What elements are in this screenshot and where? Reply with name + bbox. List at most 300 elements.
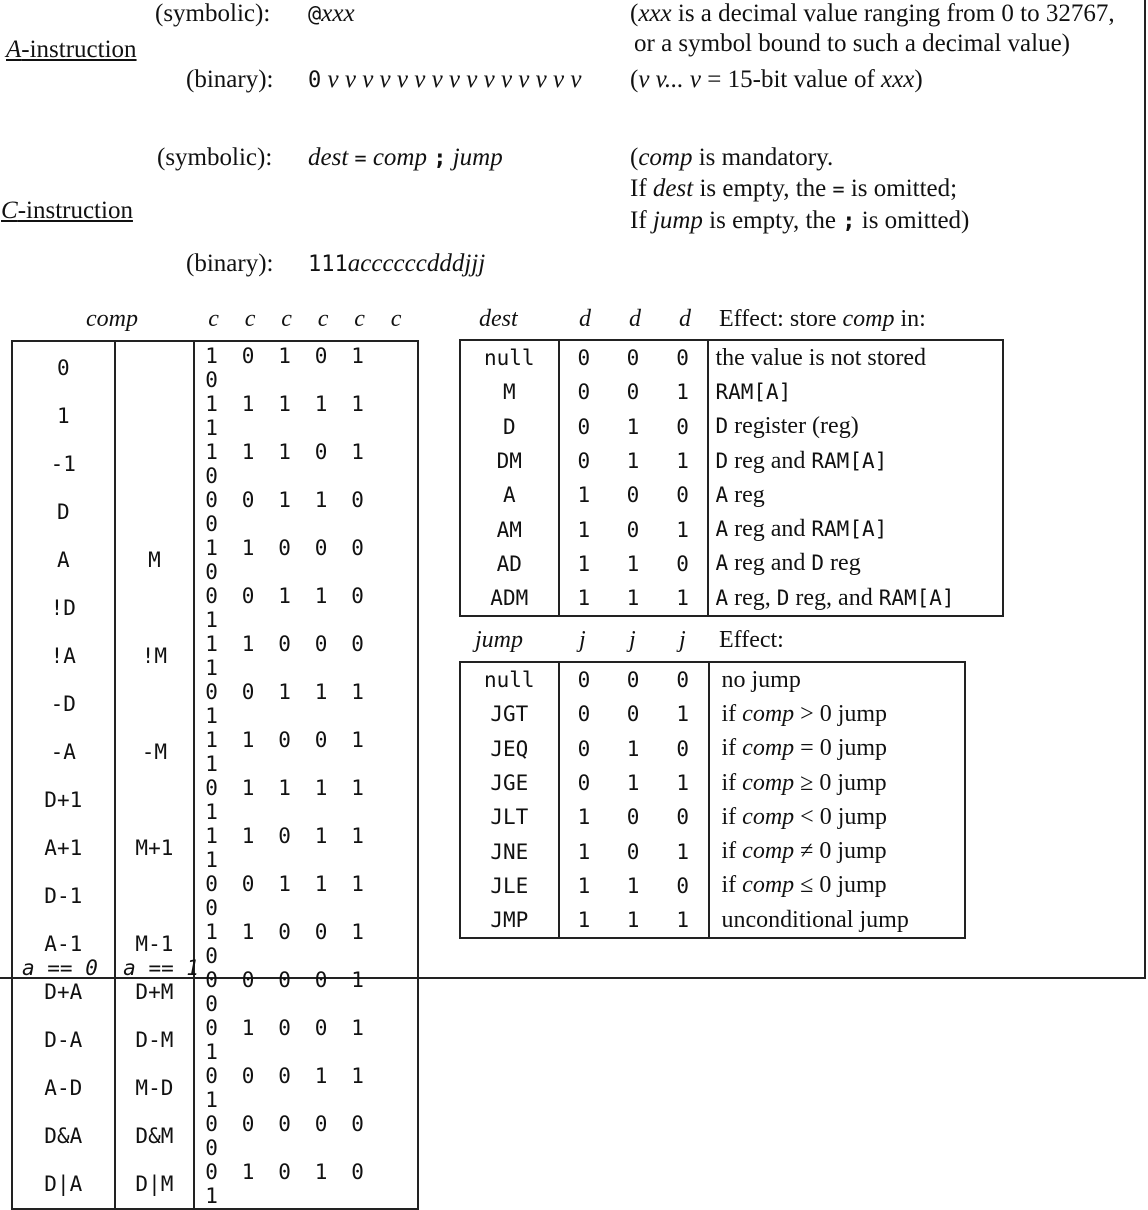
c-note-1: (comp is mandatory. xyxy=(630,144,834,171)
comp-bit: 1 xyxy=(205,536,218,560)
comp-bit: 1 xyxy=(205,344,218,368)
comp-bit: 0 xyxy=(314,536,328,560)
comp-row xyxy=(12,872,418,920)
jump-bit-cell: 0 xyxy=(658,662,709,697)
dest-row xyxy=(460,547,1003,581)
jump-effect-var: comp xyxy=(742,769,795,796)
comp-bit: 1 xyxy=(314,1160,328,1184)
comp-bit: 1 xyxy=(278,344,291,368)
comp-bits-cell xyxy=(194,440,418,488)
dest-bit-cell: 1 xyxy=(658,512,709,546)
dest-row xyxy=(460,478,1003,512)
jump-row xyxy=(460,800,965,834)
comp-bits-cell xyxy=(194,632,418,680)
dest-bit-cell: 1 xyxy=(626,449,640,474)
dest-effect-cell xyxy=(708,340,1003,375)
comp-bit: 1 xyxy=(205,824,218,848)
jump-effect-cell xyxy=(709,697,966,731)
comp-bit: 0 xyxy=(314,728,328,752)
comp-bit: 1 xyxy=(314,824,328,848)
comp-bit: 0 xyxy=(351,488,364,512)
comp-a1-cell: !M xyxy=(115,632,195,680)
dest-row xyxy=(460,581,1003,616)
comp-bits-cell xyxy=(194,824,418,872)
comp-bit: 0 xyxy=(278,728,291,752)
comp-a0-cell: A-D xyxy=(12,1064,115,1112)
comp-bit: 0 xyxy=(351,632,364,656)
jump-bit-cell: 0 xyxy=(626,805,640,830)
comp-bit: 1 xyxy=(314,776,328,800)
jump-effect-cond: ≠ 0 jump xyxy=(794,838,887,865)
jump-effect-var: comp xyxy=(742,872,795,899)
dest-effect-cell xyxy=(708,375,1003,409)
jump-effect-var: comp xyxy=(742,803,795,830)
comp-a1-cell: D+M xyxy=(115,968,195,1016)
comp-bit: 1 xyxy=(241,536,255,560)
dest-effect-code: RAM[A] xyxy=(878,585,955,610)
dest-effect-text: reg and xyxy=(728,516,812,543)
jump-row xyxy=(460,662,965,697)
comp-bit: 0 xyxy=(278,1112,291,1136)
comp-bit: 0 xyxy=(314,920,328,944)
comp-a0-cell: 0 xyxy=(12,341,115,392)
dest-bit-cell: 0 xyxy=(577,449,591,474)
comp-a1-cell xyxy=(115,680,195,728)
comp-bits-cell xyxy=(194,968,418,1016)
comp-bit: 1 xyxy=(205,1088,218,1112)
comp-bit: 1 xyxy=(351,776,364,800)
jump-effect-text: if xyxy=(721,838,743,865)
comp-bit: 1 xyxy=(314,584,328,608)
comp-bit-header: c xyxy=(244,306,256,332)
jump-effect-text: if xyxy=(721,700,743,727)
dest-effect-code: D xyxy=(715,448,729,473)
comp-bit: 1 xyxy=(241,440,255,464)
comp-bit: 0 xyxy=(205,368,218,392)
comp-a0-cell: 1 xyxy=(12,392,115,440)
dest-bit-cell: 1 xyxy=(577,586,591,611)
a-symbolic-note-2: or a symbol bound to such a decimal value) xyxy=(634,30,1070,57)
jump-bit-cell: 0 xyxy=(658,800,709,834)
comp-a0-cell: A xyxy=(12,536,115,584)
comp-bit: 1 xyxy=(205,728,218,752)
dest-bit-cell: 1 xyxy=(658,581,709,616)
comp-bit: 1 xyxy=(278,680,291,704)
comp-bit: 1 xyxy=(314,1064,328,1088)
comp-bit: 1 xyxy=(351,824,364,848)
comp-bits-cell xyxy=(194,584,418,632)
comp-a0-cell: !A xyxy=(12,632,115,680)
dest-bit-cell: 0 xyxy=(577,346,591,371)
dest-bit-cell: 1 xyxy=(626,414,640,439)
dest-effect-text: reg, xyxy=(728,584,777,611)
comp-bit: 0 xyxy=(314,344,328,368)
dest-effect-code: D xyxy=(776,585,790,610)
a-binary-form: 0 v v v v v v v v v v v v v v v xyxy=(308,66,582,93)
a-instruction-title: A-instruction xyxy=(6,36,137,63)
jump-effect-cell xyxy=(709,869,966,903)
comp-a0-cell: !D xyxy=(12,584,115,632)
jump-effect-cell xyxy=(709,766,966,800)
comp-a1-cell xyxy=(115,488,195,536)
comp-bit: 1 xyxy=(278,440,291,464)
dest-bit-cell: 0 xyxy=(626,517,640,542)
jump-bit-cell: 1 xyxy=(626,908,640,933)
comp-bits-cell xyxy=(194,341,418,392)
dest-bit-cell: 0 xyxy=(626,380,640,405)
jump-effect-cond: = 0 jump xyxy=(794,735,888,762)
comp-bit: 1 xyxy=(241,392,255,416)
comp-bit: 0 xyxy=(205,896,218,920)
comp-bit-header: c xyxy=(354,306,365,332)
dest-mnemonic-cell: D xyxy=(460,410,559,444)
jump-bit-header: j xyxy=(629,627,636,653)
comp-bits-cell xyxy=(194,728,418,776)
jump-effect-cond: > 0 jump xyxy=(794,700,888,727)
jump-bit-cell: 1 xyxy=(626,873,640,898)
jump-bit-cell: 0 xyxy=(626,839,640,864)
comp-a0-cell: D+A xyxy=(12,968,115,1016)
dest-bit-header: d xyxy=(679,306,691,332)
comp-a1-cell: M+1 xyxy=(115,824,195,872)
jump-bit-cell: 1 xyxy=(577,839,591,864)
comp-row xyxy=(12,728,418,776)
comp-bit: 0 xyxy=(278,1016,291,1040)
comp-bit: 1 xyxy=(205,392,218,416)
comp-bit: 0 xyxy=(205,680,218,704)
comp-bit: 1 xyxy=(278,392,291,416)
comp-bit: 0 xyxy=(205,488,218,512)
dest-effect-cell xyxy=(708,547,1003,581)
jump-mnemonic-cell: JGT xyxy=(460,697,559,731)
dest-effect-cell xyxy=(708,512,1003,546)
comp-bits-cell xyxy=(194,392,418,440)
comp-a0-cell: D&A xyxy=(12,1112,115,1160)
comp-bit: 0 xyxy=(314,632,328,656)
jump-mnemonic-cell: JMP xyxy=(460,903,559,938)
dest-table xyxy=(459,339,1004,617)
comp-bit: 1 xyxy=(205,656,218,680)
comp-bit-header: c xyxy=(317,306,329,332)
jump-effect-text: no jump xyxy=(721,666,801,693)
a-binary-note: (v v... v = 15-bit value of xxx) xyxy=(630,66,923,93)
jump-effect-text: if xyxy=(721,803,743,830)
jump-row xyxy=(460,869,965,903)
comp-bit: 0 xyxy=(205,464,218,488)
comp-bit: 1 xyxy=(278,584,291,608)
c-symbolic-form: dest = comp ; jump xyxy=(308,144,503,171)
comp-row xyxy=(12,632,418,680)
comp-bit: 1 xyxy=(314,392,328,416)
comp-bit: 1 xyxy=(351,1064,364,1088)
comp-bits-cell xyxy=(194,536,418,584)
jump-effect-cond: < 0 jump xyxy=(794,803,888,830)
comp-bit: 0 xyxy=(241,872,255,896)
comp-bit: 0 xyxy=(314,968,328,992)
dest-effect-text: reg xyxy=(824,550,861,577)
comp-bits-cell xyxy=(194,776,418,824)
jump-effect-cond: ≤ 0 jump xyxy=(794,872,887,899)
jump-bit-cell: 1 xyxy=(658,834,709,868)
jump-effect-var: comp xyxy=(742,700,795,727)
comp-bit: 0 xyxy=(205,512,218,536)
dest-effect-cell xyxy=(708,410,1003,444)
comp-a1-cell xyxy=(115,392,195,440)
comp-bit: 1 xyxy=(205,800,218,824)
dest-bit-cell: 1 xyxy=(626,551,640,576)
comp-bit: 0 xyxy=(241,488,255,512)
comp-bit: 0 xyxy=(351,536,364,560)
dest-bit-header: d xyxy=(629,306,641,332)
dest-bit-header: d xyxy=(579,306,591,332)
jump-effect-var: comp xyxy=(742,838,795,865)
dest-effect-code: A xyxy=(715,585,729,610)
dest-bit-cell: 0 xyxy=(626,346,640,371)
comp-footer: a == 0 a == 1 xyxy=(22,956,200,980)
comp-bit-header: c xyxy=(390,306,402,332)
comp-bit: 1 xyxy=(314,680,328,704)
comp-row xyxy=(12,584,418,632)
comp-bits-cell xyxy=(194,1064,418,1112)
comp-bit: 1 xyxy=(205,608,218,632)
jump-mnemonic-cell: JNE xyxy=(460,834,559,868)
comp-bit: 1 xyxy=(351,968,364,992)
comp-a1-cell xyxy=(115,341,195,392)
dest-bit-cell: 1 xyxy=(577,483,591,508)
jump-bit-header: j xyxy=(579,627,586,653)
comp-row xyxy=(12,1160,418,1209)
jump-bit-cell: 0 xyxy=(626,668,640,693)
dest-effect-text: register (reg) xyxy=(728,413,859,440)
dest-effect-code: A xyxy=(715,517,729,542)
dest-effect-code: A xyxy=(715,551,729,576)
comp-row xyxy=(12,341,418,392)
comp-bit: 1 xyxy=(241,1016,255,1040)
comp-bit: 0 xyxy=(205,1016,218,1040)
dest-mnemonic-cell: ADM xyxy=(460,581,559,616)
comp-bit: 0 xyxy=(314,440,328,464)
comp-bit: 0 xyxy=(205,992,218,1016)
dest-mnemonic-cell: null xyxy=(460,340,559,375)
jump-mnemonic-cell: JLE xyxy=(460,869,559,903)
comp-bit: 1 xyxy=(241,632,255,656)
dest-effect-text: the value is not stored xyxy=(715,344,927,371)
comp-a1-cell: D|M xyxy=(115,1160,195,1209)
dest-effect-code: A xyxy=(715,482,729,507)
jump-bit-cell: 1 xyxy=(658,903,709,938)
comp-a0-cell: -A xyxy=(12,728,115,776)
comp-bit: 1 xyxy=(205,848,218,872)
jump-bit-cell: 0 xyxy=(658,732,709,766)
comp-bit: 0 xyxy=(205,1064,218,1088)
comp-bits-cell xyxy=(194,920,418,968)
jump-effect-cond: ≥ 0 jump xyxy=(794,769,887,796)
comp-bit: 0 xyxy=(351,1160,364,1184)
comp-bit: 0 xyxy=(205,776,218,800)
jump-effect-cell xyxy=(709,834,966,868)
jump-bit-cell: 1 xyxy=(626,771,640,796)
dest-mnemonic-cell: AM xyxy=(460,512,559,546)
comp-bit: 1 xyxy=(241,776,255,800)
comp-bit: 0 xyxy=(205,968,218,992)
comp-a0-cell: -1 xyxy=(12,440,115,488)
dest-bit-cell: 0 xyxy=(577,380,591,405)
comp-bit: 1 xyxy=(351,1016,364,1040)
comp-bit: 0 xyxy=(351,1112,364,1136)
jump-effect-text: if xyxy=(721,769,743,796)
comp-a1-cell: M-1 xyxy=(115,920,195,968)
comp-a0-cell: D-1 xyxy=(12,872,115,920)
comp-bit: 0 xyxy=(205,1112,218,1136)
comp-bit: 1 xyxy=(351,344,364,368)
comp-table-header: comp xyxy=(86,306,138,332)
c-symbolic-label: (symbolic): xyxy=(157,144,273,171)
comp-row xyxy=(12,776,418,824)
comp-bit: 0 xyxy=(278,1160,291,1184)
dest-bit-cell: 1 xyxy=(577,517,591,542)
dest-effect-cell xyxy=(708,478,1003,512)
jump-bit-cell: 0 xyxy=(626,702,640,727)
dest-effect-code: D xyxy=(715,414,729,439)
comp-a1-cell xyxy=(115,440,195,488)
comp-a0-cell: A-1 xyxy=(12,920,115,968)
dest-row xyxy=(460,444,1003,478)
comp-a0-cell: D xyxy=(12,488,115,536)
dest-bit-cell: 0 xyxy=(577,414,591,439)
comp-bit: 1 xyxy=(205,920,218,944)
dest-mnemonic-cell: DM xyxy=(460,444,559,478)
comp-bits-cell xyxy=(194,1112,418,1160)
comp-a1-cell xyxy=(115,776,195,824)
dest-effect-code: RAM[A] xyxy=(715,379,792,404)
comp-table xyxy=(11,340,419,1210)
comp-bit: 0 xyxy=(278,920,291,944)
comp-row xyxy=(12,488,418,536)
comp-a1-cell: -M xyxy=(115,728,195,776)
jump-effect-cell xyxy=(709,903,966,938)
comp-bit: 1 xyxy=(205,1184,218,1208)
c-note-3: If jump is empty, the ; is omitted) xyxy=(630,207,970,234)
comp-a1-cell xyxy=(115,584,195,632)
comp-row xyxy=(12,392,418,440)
jump-bit-cell: 1 xyxy=(577,873,591,898)
comp-a0-cell: D|A xyxy=(12,1160,115,1209)
comp-bit: 0 xyxy=(241,1064,255,1088)
dest-bit-cell: 1 xyxy=(577,551,591,576)
comp-bit: 1 xyxy=(351,728,364,752)
dest-effect-code: D xyxy=(811,551,825,576)
comp-bit: 1 xyxy=(278,488,291,512)
comp-bit: 0 xyxy=(278,536,291,560)
jump-bit-cell: 0 xyxy=(577,668,591,693)
dest-effect-header: Effect: store comp in: xyxy=(719,306,926,332)
comp-bit: 0 xyxy=(241,584,255,608)
comp-row xyxy=(12,824,418,872)
comp-bit: 0 xyxy=(278,824,291,848)
jump-row xyxy=(460,834,965,868)
jump-effect-cell xyxy=(709,732,966,766)
a-symbolic-note-1: (xxx is a decimal value ranging from 0 to 32767, xyxy=(630,0,1115,27)
dest-mnemonic-cell: AD xyxy=(460,547,559,581)
jump-row xyxy=(460,697,965,731)
jump-bit-cell: 0 xyxy=(658,869,709,903)
dest-bit-cell: 0 xyxy=(658,410,709,444)
comp-bit: 1 xyxy=(205,440,218,464)
dest-effect-cell xyxy=(708,444,1003,478)
comp-row xyxy=(12,1064,418,1112)
comp-bit: 0 xyxy=(351,584,364,608)
comp-a0-cell: -D xyxy=(12,680,115,728)
comp-bit: 0 xyxy=(205,1160,218,1184)
comp-bits-cell xyxy=(194,1016,418,1064)
jump-effect-cell xyxy=(709,662,966,697)
comp-bit: 0 xyxy=(205,1136,218,1160)
comp-bit: 1 xyxy=(351,392,364,416)
a-symbolic-label: (symbolic): xyxy=(155,0,271,27)
dest-effect-cell xyxy=(708,581,1003,616)
comp-bit: 0 xyxy=(241,680,255,704)
jump-bit-cell: 0 xyxy=(577,736,591,761)
jump-bit-cell: 1 xyxy=(577,908,591,933)
comp-bits-cell xyxy=(194,1160,418,1209)
jump-mnemonic-cell: null xyxy=(460,662,559,697)
comp-bit: 0 xyxy=(205,584,218,608)
comp-a0-cell: D+1 xyxy=(12,776,115,824)
jump-table-header: jump xyxy=(475,627,523,653)
jump-effect-text: if xyxy=(721,872,743,899)
comp-bit: 0 xyxy=(205,944,218,968)
a-symbolic-form: @xxx xyxy=(308,0,355,27)
comp-bit: 0 xyxy=(278,1064,291,1088)
jump-effect-cell xyxy=(709,800,966,834)
jump-bit-cell: 1 xyxy=(626,736,640,761)
comp-a1-cell: D-M xyxy=(115,1016,195,1064)
comp-row xyxy=(12,680,418,728)
comp-bit: 1 xyxy=(314,872,328,896)
comp-a0-cell: D-A xyxy=(12,1016,115,1064)
comp-bit: 0 xyxy=(205,872,218,896)
comp-bit: 0 xyxy=(241,344,255,368)
comp-a1-cell: M xyxy=(115,536,195,584)
dest-row xyxy=(460,375,1003,409)
jump-bit-cell: 1 xyxy=(658,766,709,800)
c-note-2: If dest is empty, the = is omitted; xyxy=(630,175,958,202)
comp-bit: 0 xyxy=(205,560,218,584)
dest-bit-cell: 0 xyxy=(626,483,640,508)
dest-bit-cell: 1 xyxy=(658,375,709,409)
dest-row xyxy=(460,512,1003,546)
comp-bit: 1 xyxy=(351,920,364,944)
jump-mnemonic-cell: JEQ xyxy=(460,732,559,766)
dest-mnemonic-cell: A xyxy=(460,478,559,512)
comp-a0-cell: A+1 xyxy=(12,824,115,872)
jump-effect-text: if xyxy=(721,735,743,762)
comp-bit: 1 xyxy=(278,776,291,800)
jump-effect-var: comp xyxy=(742,735,795,762)
comp-bit: 1 xyxy=(241,824,255,848)
comp-bit-header: c xyxy=(281,306,292,332)
a-binary-label: (binary): xyxy=(186,66,274,93)
c-instruction-title: C-instruction xyxy=(1,197,133,224)
dest-bit-cell: 0 xyxy=(658,340,709,375)
dest-mnemonic-cell: M xyxy=(460,375,559,409)
jump-table xyxy=(459,661,966,939)
dest-table-header: dest xyxy=(479,306,518,332)
comp-bit: 1 xyxy=(205,416,218,440)
jump-mnemonic-cell: JGE xyxy=(460,766,559,800)
jump-effect-header: Effect: xyxy=(719,627,784,653)
jump-bit-cell: 0 xyxy=(577,702,591,727)
